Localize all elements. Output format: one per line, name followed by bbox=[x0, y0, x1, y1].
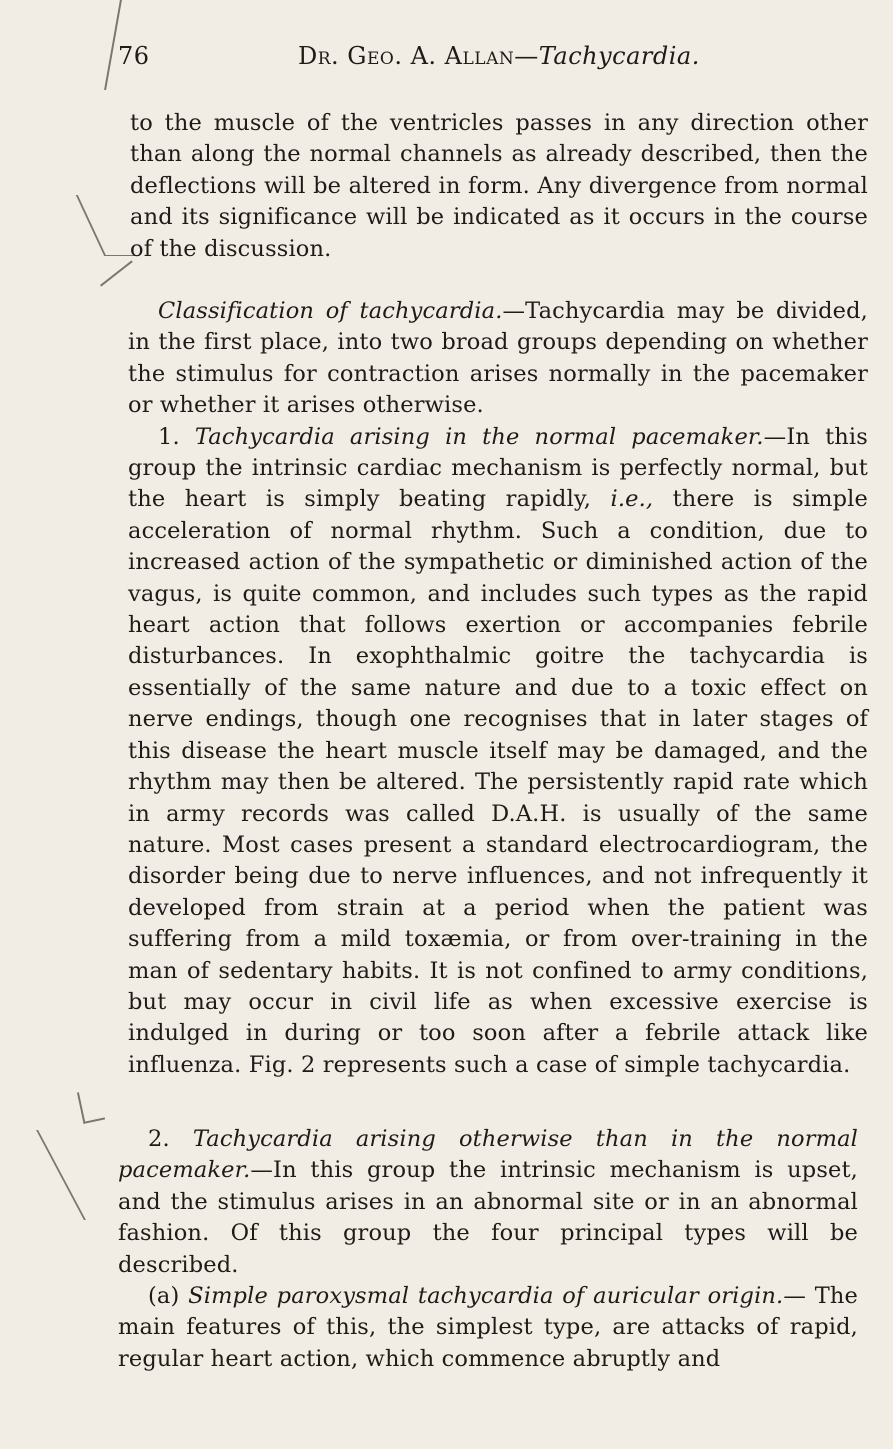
pencil-mark bbox=[77, 1088, 105, 1124]
paragraph-text: —In this group the intrinsic cardiac mechanism is perfectly normal, but the heart is simply beating rapidly, bbox=[128, 423, 868, 513]
text-block-top bbox=[130, 108, 868, 265]
paragraph-text: —In this group the intrinsic mechanism is upset, and the stimulus arises in an abnormal site or in an abnormal fashion. Of this group the four principal types will be described. bbox=[118, 1157, 858, 1278]
running-title bbox=[298, 42, 700, 70]
running-header bbox=[118, 42, 838, 82]
section-heading-abnormal-pacemaker: Tachycardia arising otherwise than in the normal pacemaker. bbox=[118, 1126, 858, 1184]
paragraph-continuation: to the muscle of the ventricles passes in any direction other than along the normal channels as already described, then the deflections will be altered in form. Any divergence from normal and its significance will be indicated as it occurs in the course of the discussion. bbox=[130, 110, 868, 262]
paragraph-abnormal-pacemaker bbox=[118, 1124, 858, 1281]
paragraph-normal-pacemaker bbox=[128, 422, 868, 1082]
page-number: 76 bbox=[118, 42, 150, 70]
paragraph-text: there is simple acceleration of normal rhythm. Such a condition, due to increased action of the sympathetic or diminished action of the vagus, is quite common, and includes such types as the rapid heart action that follows exertion or accompanies febrile disturbances. In exophthalmic goitre the tachycardia is essentially of the same nature and due to a toxic effect on nerve endings, though one recognises that in later stages of this disease the heart muscle itself may be damaged, and the rhythm may then be altered. The persistently rapid rate which in army records was called D.A.H. is usually of the same nature. Most cases present a standard electrocardiogram, the disorder being due to nerve influences, and not infrequently it developed from strain at a period when the patient was suffering from a mild toxæmia, or from over-training in the man of sedentary habits. It is not confined to army conditions, but may occur in civil life as when excessive exercise is indulged in during or too soon after a febrile attack like influenza. Fig. 2 represents such a case of simple tachycardia. bbox=[128, 486, 868, 1078]
section-number: 1. bbox=[158, 423, 180, 450]
text-block-middle bbox=[128, 296, 868, 1081]
section-heading-normal-pacemaker: Tachycardia arising in the normal pacemaker. bbox=[194, 423, 764, 450]
paragraph-paroxysmal bbox=[118, 1281, 858, 1375]
subsection-label: (a) bbox=[148, 1283, 180, 1310]
paragraph-classification bbox=[128, 296, 868, 422]
section-number: 2. bbox=[148, 1126, 170, 1152]
title-separator: — bbox=[514, 42, 539, 70]
section-heading-classification: Classification of tachycardia. bbox=[158, 298, 503, 324]
text-block-bottom bbox=[118, 1124, 858, 1375]
paragraph-text: — The main features of this, the simplest type, are attacks of rapid, regular heart action, which commence abruptly and bbox=[118, 1283, 859, 1372]
section-heading-paroxysmal: Simple paroxysmal tachycardia of auricular origin. bbox=[188, 1283, 784, 1310]
abbreviation-ie: i.e., bbox=[610, 486, 654, 513]
paragraph-classification-text: —Tachycardia may be divided, in the first place, into two broad groups depending on whether the stimulus for contraction arises normally in the pacemaker or whether it arises otherwise. bbox=[128, 298, 868, 419]
author-name: Dr. Geo. A. Allan bbox=[298, 42, 515, 70]
pencil-mark bbox=[76, 195, 136, 256]
article-title: Tachycardia. bbox=[538, 42, 700, 70]
pencil-mark bbox=[36, 1130, 121, 1220]
